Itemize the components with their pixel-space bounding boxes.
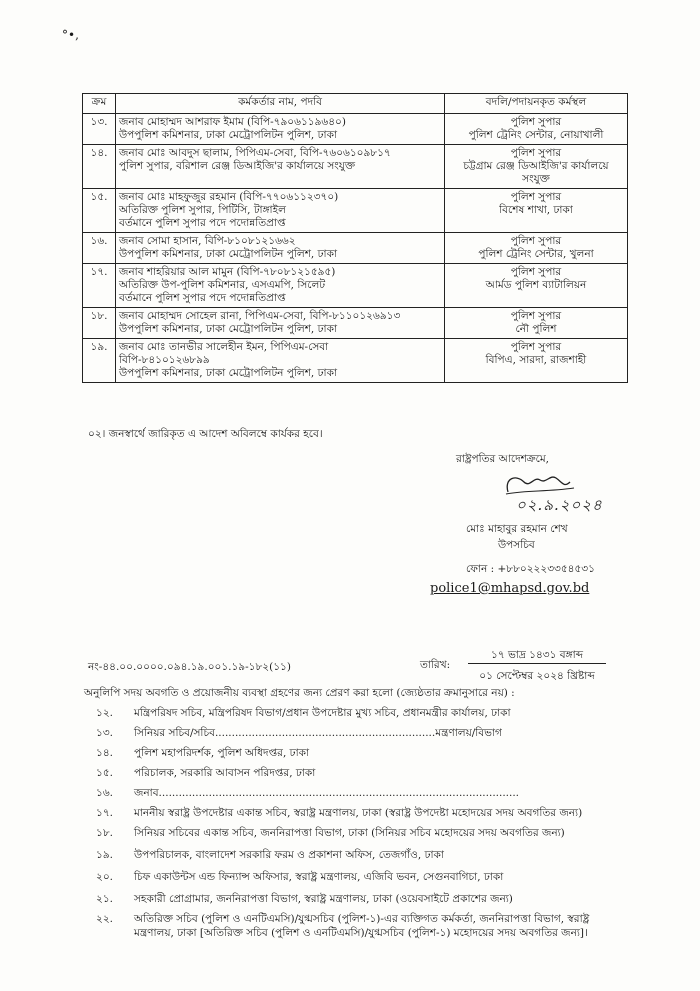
officer-line: উপপুলিশ কমিশনার, ঢাকা মেট্রোপলিটন পুলিশ, ঢাকা: [119, 323, 337, 335]
order-line: রাষ্ট্রপতির আদেশক্রমে,: [456, 453, 549, 465]
cc-number: ১৬.: [96, 787, 113, 799]
posting-line: বিশেষ শাখা, ঢাকা: [499, 204, 573, 216]
posting-line: পুলিশ সুপার: [510, 116, 562, 128]
cc-number: ১৭.: [96, 807, 113, 819]
date-divider: [468, 663, 606, 664]
row-officer: [116, 189, 445, 233]
cc-text: [134, 746, 626, 760]
officer-line: জনাব শাহরিয়ার আল মামুন (বিপি-৭৮০৮১২১৫৯৫): [119, 266, 336, 278]
row-posting: [445, 339, 628, 383]
cc-text: [134, 892, 626, 906]
posting-line: আর্মড পুলিশ ব্যাটালিয়ন: [485, 279, 587, 291]
posting-line: পুলিশ সুপার: [510, 235, 562, 247]
cc-number: ১৯.: [96, 849, 113, 861]
signatory-email[interactable]: police1@mhapsd.gov.bd: [430, 581, 590, 596]
officer-line: বর্তমানে পুলিশ সুপার পদে পদোন্নতিপ্রাপ্ত: [119, 292, 286, 304]
posting-line: নৌ পুলিশ: [515, 323, 557, 335]
officer-line: উপপুলিশ কমিশনার, ঢাকা মেট্রোপলিটন পুলিশ, ঢাকা: [119, 129, 337, 141]
row-posting: [445, 145, 628, 189]
header-officer: কর্মকর্তার নাম, পদবি: [116, 94, 445, 114]
memo-number: নং-৪৪.০০.০০০০.০৯৪.১৯.০০১.১৯-১৮২(১১): [88, 661, 291, 673]
posting-line: পুলিশ সুপার: [510, 310, 562, 322]
cc-line: সহকারী প্রোগ্রামার, জননিরাপত্তা বিভাগ, স্বরাষ্ট্র মন্ত্রণালয়, ঢাকা (ওয়েবসাইটে প্রকাশের জন্য): [134, 893, 513, 905]
cc-text: [134, 848, 626, 862]
officer-line: উপপুলিশ কমিশনার, ঢাকা মেট্রোপলিটন পুলিশ, ঢাকা: [119, 367, 337, 379]
row-posting: [445, 114, 628, 145]
row-officer: [116, 308, 445, 339]
officer-line: জনাব মোহাম্মদ সোহেল রানা, পিপিএম-সেবা, বিপি-৮১১০১২৬৯১৩: [119, 310, 401, 322]
table-row: [83, 145, 628, 189]
posting-line: পুলিশ সুপার: [510, 147, 562, 159]
row-serial: ১৮.: [83, 308, 116, 339]
row-officer: [116, 145, 445, 189]
cc-text: [134, 870, 626, 884]
posting-line: পুলিশ ট্রেনিং সেন্টার, নোয়াখালী: [468, 129, 604, 141]
date-label: তারিখ:: [420, 659, 451, 671]
posting-line: পুলিশ সুপার: [510, 266, 562, 278]
cc-number: ১৪.: [96, 747, 113, 759]
row-officer: [116, 264, 445, 308]
officer-line: পুলিশ সুপার, বরিশাল রেঞ্জ ডিআইজি'র কার্যালয়ে সংযুক্ত: [119, 160, 356, 172]
row-serial: ১৩.: [83, 114, 116, 145]
cc-number: ১৫.: [96, 767, 113, 779]
cc-text: [134, 726, 626, 740]
officer-line: জনাব মোঃ আবদুস ছালাম, পিপিএম-সেবা, বিপি-৭৬০৬১০৯৮১৭: [119, 147, 391, 159]
row-serial: ১৯.: [83, 339, 116, 383]
cc-text: [134, 706, 626, 720]
table-row: [83, 339, 628, 383]
cc-intro: অনুলিপি সদয় অবগতি ও প্রয়োজনীয় ব্যবস্থা গ্রহণের জন্য প্রেরণ করা হলো (জ্যেষ্ঠতার ক্রমানুসারে নয়) :: [84, 687, 515, 699]
table-row: [83, 114, 628, 145]
table-row: [83, 264, 628, 308]
officer-line: জনাব মোহাম্মদ আশরাফ ইমাম (বিপি-৭৯০৬১১৯৬৪০): [119, 116, 346, 128]
row-serial: ১৫.: [83, 189, 116, 233]
cc-text: [134, 766, 626, 780]
cc-line: মন্ত্রিপরিষদ সচিব, মন্ত্রিপরিষদ বিভাগ/প্রধান উপদেষ্টার মুখ্য সচিব, প্রধানমন্ত্রীর কার্যালয়, ঢাকা: [134, 707, 511, 719]
row-serial: ১৪.: [83, 145, 116, 189]
row-officer: [116, 114, 445, 145]
corner-mark: °•,: [62, 28, 79, 42]
cc-line: সিনিয়র সচিবের একান্ত সচিব, জননিরাপত্তা বিভাগ, ঢাকা (সিনিয়র সচিব মহোদয়ের সদয় অবগতির জন্য): [134, 827, 565, 839]
row-serial: ১৬.: [83, 233, 116, 264]
posting-line: বিপিএ, সারদা, রাজশাহী: [485, 354, 587, 366]
cc-line: পরিচালক, সরকারি আবাসন পরিদপ্তর, ঢাকা: [134, 767, 316, 779]
row-officer: [116, 339, 445, 383]
cc-line: চিফ একাউন্টস এন্ড ফিন্যান্স অফিসার, স্বরাষ্ট্র মন্ত্রণালয়, এজিবি ভবন, সেগুনবাগিচা, ঢাকা: [134, 871, 504, 883]
header-serial: ক্রম: [83, 94, 116, 114]
table-row: [83, 308, 628, 339]
row-officer: [116, 233, 445, 264]
cc-text: [134, 912, 626, 940]
cc-number: ১৮.: [96, 827, 113, 839]
cc-line: পুলিশ মহাপরিদর্শক, পুলিশ অধিদপ্তর, ঢাকা: [134, 747, 310, 759]
signatory-name: মোঃ মাহাবুর রহমান শেখ: [466, 523, 568, 535]
row-posting: [445, 308, 628, 339]
cc-number: ২২.: [96, 913, 113, 925]
officer-line: বিপি-৮৪১০১২৬৮৯৯: [119, 354, 210, 366]
posting-line: চট্টগ্রাম রেঞ্জ ডিআইজি'র কার্যালয়ে সংযুক্ত: [463, 160, 609, 185]
cc-text: [134, 806, 626, 820]
cc-number: ২১.: [96, 893, 113, 905]
posting-line: পুলিশ সুপার: [510, 191, 562, 203]
transfer-table: [82, 93, 628, 383]
cc-text: [134, 786, 626, 800]
cc-number: ১২.: [96, 707, 113, 719]
row-posting: [445, 264, 628, 308]
cc-line: মাননীয় স্বরাষ্ট্র উপদেষ্টার একান্ত সচিব, স্বরাষ্ট্র মন্ত্রণালয়, ঢাকা (স্বরাষ্ট্র উপদেষ্টা মহোদয়ের সদয় অবগতির জন্য): [134, 807, 583, 819]
posting-line: পুলিশ সুপার: [510, 341, 562, 353]
row-posting: [445, 233, 628, 264]
effective-note: ০২। জনস্বার্থে জারিকৃত এ আদেশ অবিলম্বে কার্যকর হবে।: [88, 428, 323, 440]
table-row: [83, 233, 628, 264]
officer-line: বর্তমানে পুলিশ সুপার পদে পদোন্নতিপ্রাপ্ত: [119, 217, 286, 229]
cc-line: জনাব............................................................................................................: [134, 787, 520, 799]
row-serial: ১৭.: [83, 264, 116, 308]
date-bangla: ১৭ ভাদ্র ১৪৩১ বঙ্গাব্দ: [491, 649, 583, 661]
signature-date: ০২.৯.২০২৪: [516, 496, 603, 514]
row-posting: [445, 189, 628, 233]
officer-line: জনাব মোঃ মাহফুজুর রহমান (বিপি-৭৭০৬১১২৩৭০): [119, 191, 339, 203]
cc-line: উপপরিচালক, বাংলাদেশ সরকারি ফরম ও প্রকাশনা অফিস, তেজগাঁও, ঢাকা: [134, 849, 444, 861]
cc-line: মন্ত্রণালয়, ঢাকা [অতিরিক্ত সচিব (পুলিশ ও এনটিএমসি)/যুগ্মসচিব (পুলিশ-১) মহোদয়ের সদয় অবগতির জন্য]।: [134, 927, 588, 939]
cc-text: [134, 826, 626, 840]
officer-line: উপপুলিশ কমিশনার, ঢাকা মেট্রোপলিটন পুলিশ, ঢাকা: [119, 248, 337, 260]
signatory-title: উপসচিব: [498, 539, 535, 551]
officer-line: জনাব মোঃ তানভীর সালেহীন ইমন, পিপিএম-সেবা: [119, 341, 329, 353]
table-header-row: [83, 94, 628, 114]
cc-line: সিনিয়র সচিব/সচিব..................................................................মন্ত্রণালয়/বিভাগ: [134, 727, 502, 739]
cc-number: ২০.: [96, 871, 113, 883]
officer-line: অতিরিক্ত উপ-পুলিশ কমিশনার, এসএমপি, সিলেট: [119, 279, 326, 291]
date-english: ০১ সেপ্টেম্বর ২০২৪ খ্রিষ্টাব্দ: [479, 670, 595, 682]
header-posting: বদলি/পদায়নকৃত কর্মস্থল: [445, 94, 628, 114]
table-body: [83, 114, 628, 383]
signatory-phone: ফোন : +৮৮০২২২৩৩৫৪৫৩১: [466, 563, 595, 575]
officer-line: অতিরিক্ত পুলিশ সুপার, পিটিসি, টাঙ্গাইল: [119, 204, 286, 216]
table-row: [83, 189, 628, 233]
cc-line: অতিরিক্ত সচিব (পুলিশ ও এনটিএমসি)/যুগ্মসচিব (পুলিশ-১)-এর ব্যক্তিগত কর্মকর্তা, জননিরাপত্তা বিভাগ, স্বরাষ্ট্র: [134, 913, 590, 925]
posting-line: পুলিশ ট্রেনিং সেন্টার, খুলনা: [478, 248, 594, 260]
cc-number: ১৩.: [96, 727, 113, 739]
officer-line: জনাব সোমা হাসান, বিপি-৮১০৮১২১৬৬২: [119, 235, 296, 247]
